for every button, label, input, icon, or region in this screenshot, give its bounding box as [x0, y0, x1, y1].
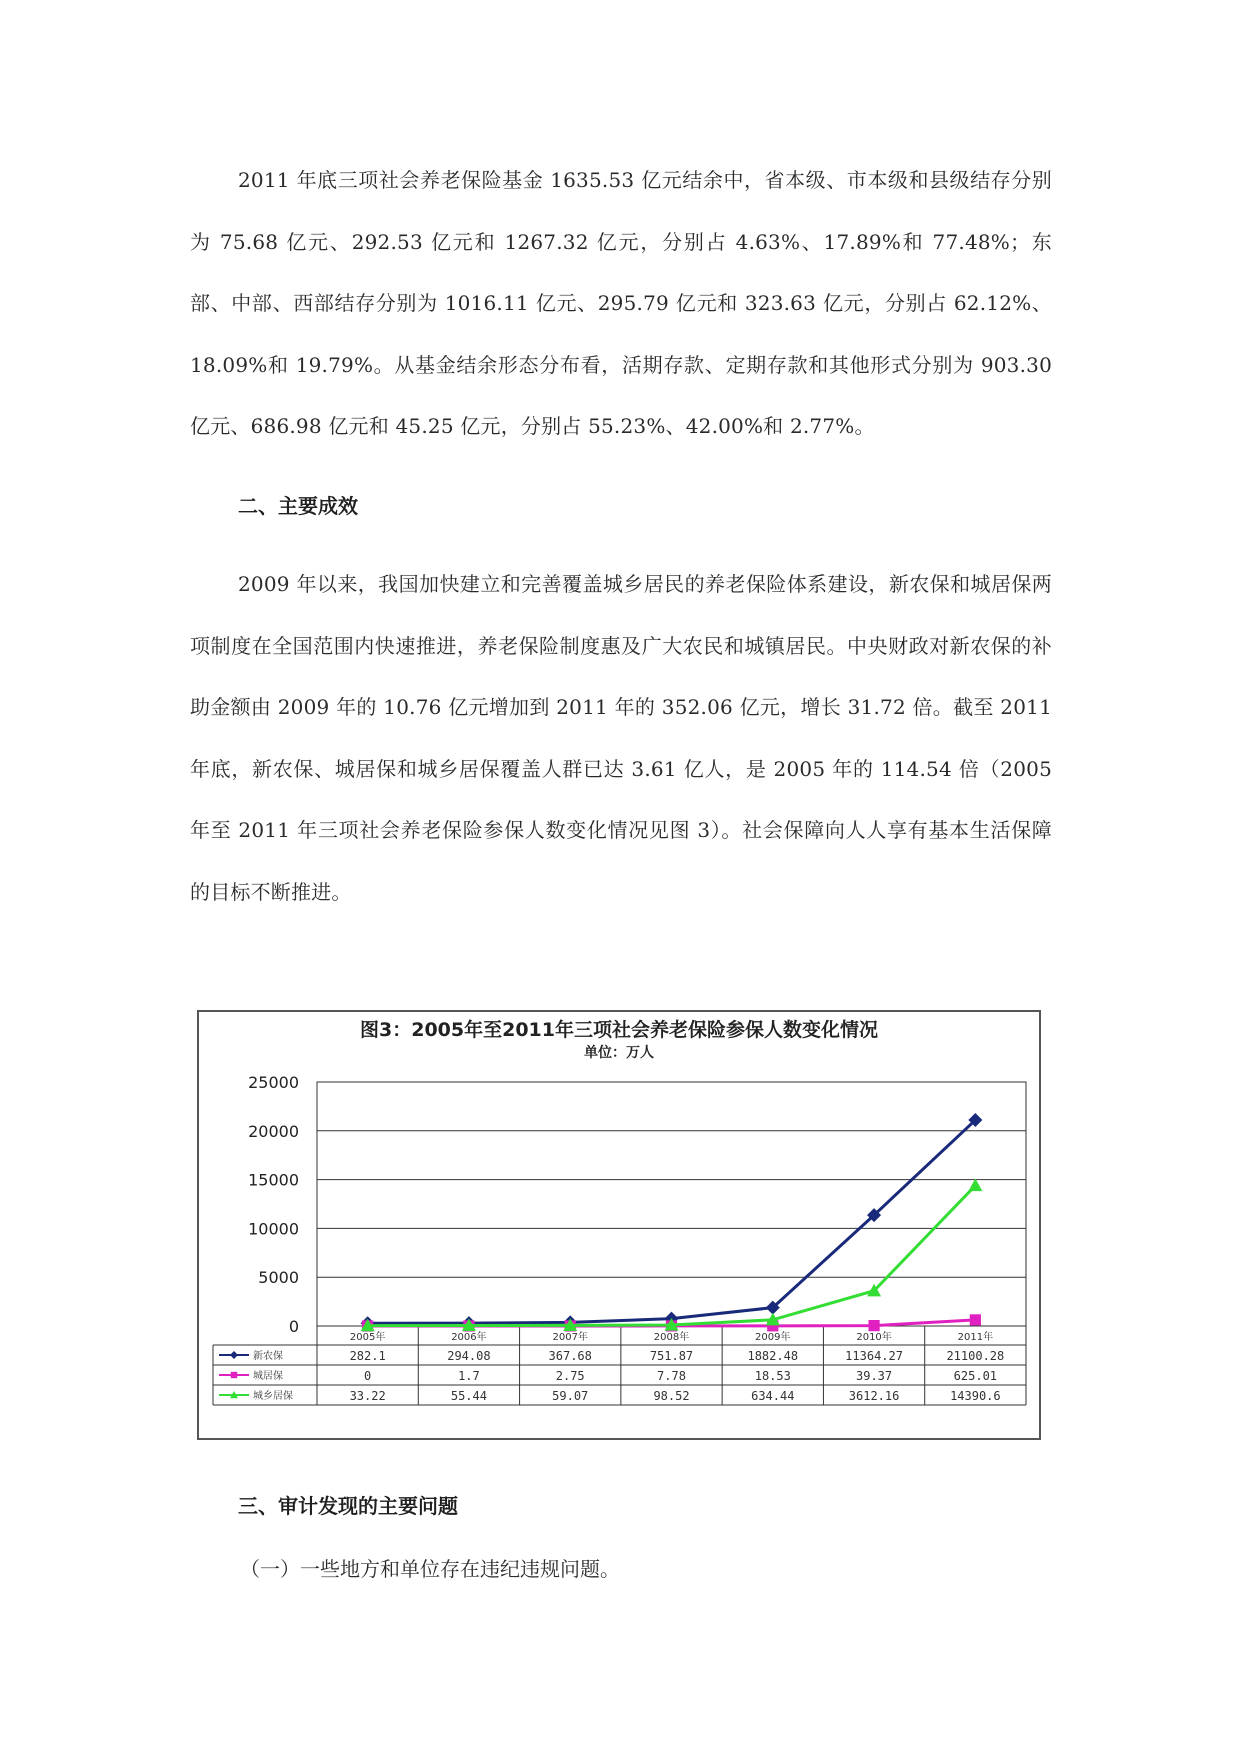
x-category-label: 2007年	[552, 1332, 588, 1343]
data-table-cell: 21100.28	[946, 1349, 1005, 1363]
y-tick-label: 20000	[248, 1121, 299, 1141]
data-table-cell: 39.37	[856, 1369, 893, 1383]
legend-label-2: 城乡居保	[253, 1391, 293, 1402]
x-category-label: 2009年	[755, 1332, 791, 1343]
chart-unit-subtitle: 单位：万人	[584, 1045, 654, 1061]
data-table-cell: 282.1	[349, 1349, 386, 1363]
data-table-cell: 14390.6	[950, 1389, 1001, 1403]
data-table-cell: 33.22	[349, 1389, 386, 1403]
data-table-cell: 98.52	[653, 1389, 690, 1403]
data-table-cell: 2.75	[555, 1369, 585, 1383]
legend-label-0: 新农保	[253, 1351, 283, 1362]
legend-marker-0	[230, 1351, 238, 1359]
y-tick-label: 25000	[248, 1073, 299, 1092]
x-category-label: 2010年	[856, 1332, 892, 1343]
data-table-cell: 7.78	[657, 1369, 686, 1383]
data-table-cell: 18.53	[754, 1369, 791, 1383]
data-table-cell: 55.44	[450, 1389, 487, 1403]
y-tick-label: 0	[288, 1317, 299, 1336]
data-table-cell: 1.7	[458, 1369, 480, 1383]
x-category-label: 2008年	[653, 1332, 690, 1343]
data-table-cell: 3612.16	[848, 1389, 900, 1403]
data-table-cell: 625.01	[953, 1369, 998, 1383]
data-point-1-6	[970, 1314, 981, 1325]
data-table-cell: 367.68	[548, 1349, 592, 1363]
data-table-cell: 634.44	[751, 1389, 795, 1403]
x-category-label: 2005年	[349, 1332, 386, 1343]
paragraph-achievements: 2009 年以来，我国加快建立和完善覆盖城乡居民的养老保险体系建设，新农保和城居保两项制度在全国范围内快速推进，养老保险制度惠及广大农民和城镇居民。中央财政对新农保的补助金额由 2009 年的 10.76 亿元增加到 2011 年的 352.06 亿元，增长 31.72 倍。截至 2011 年底，新农保、城居保和城乡居保覆盖人群已达 3.61 亿人，是 2005 年的 114.54 倍（2005 年至 2011 年三项社会养老保险参保人数变化情况见图 3）。社会保障向人人享有基本生活保障的目标不断推进。	[190, 572, 1052, 904]
figure-3-chart	[197, 1010, 1041, 1440]
y-tick-label: 15000	[248, 1170, 299, 1190]
chart-title: 图3：2005年至2011年三项社会养老保险参保人数变化情况	[360, 1019, 878, 1041]
y-tick-label: 5000	[258, 1268, 299, 1288]
data-point-1-5	[868, 1320, 879, 1331]
paragraph-fund-balance: 2011 年底三项社会养老保险基金 1635.53 亿元结余中，省本级、市本级和县级结存分别为 75.68 亿元、292.53 亿元和 1267.32 亿元，分别占 4.63%、17.89%和 77.48%；东部、中部、西部结存分别为 1016.11 亿元、295.79 亿元和 323.63 亿元，分别占 62.12%、18.09%和 19.79%。从基金结余形态分布看，活期存款、定期存款和其他形式分别为 903.30 亿元、686.98 亿元和 45.25 亿元，分别占 55.23%、42.00%和 2.77%。	[190, 168, 1052, 438]
section-heading-audit-problems: 三、审计发现的主要问题	[238, 1494, 458, 1518]
x-category-label: 2011年	[957, 1332, 994, 1343]
data-table-cell: 751.87	[649, 1349, 694, 1363]
plot-area	[317, 1082, 1026, 1326]
legend-marker-1	[231, 1372, 237, 1378]
data-table-cell: 11364.27	[845, 1349, 903, 1363]
data-table-cell: 294.08	[447, 1349, 491, 1363]
legend-label-1: 城居保	[253, 1371, 283, 1382]
y-tick-label: 10000	[248, 1219, 299, 1239]
chart-canvas	[199, 1012, 1039, 1438]
data-table-cell: 59.07	[552, 1389, 589, 1403]
section-heading-achievements: 二、主要成效	[238, 494, 358, 518]
data-table-cell: 1882.48	[747, 1349, 799, 1363]
data-table-cell: 0	[364, 1369, 372, 1383]
subsection-heading-violations: （一）一些地方和单位存在违纪违规问题。	[240, 1557, 620, 1581]
x-category-label: 2006年	[451, 1332, 487, 1343]
